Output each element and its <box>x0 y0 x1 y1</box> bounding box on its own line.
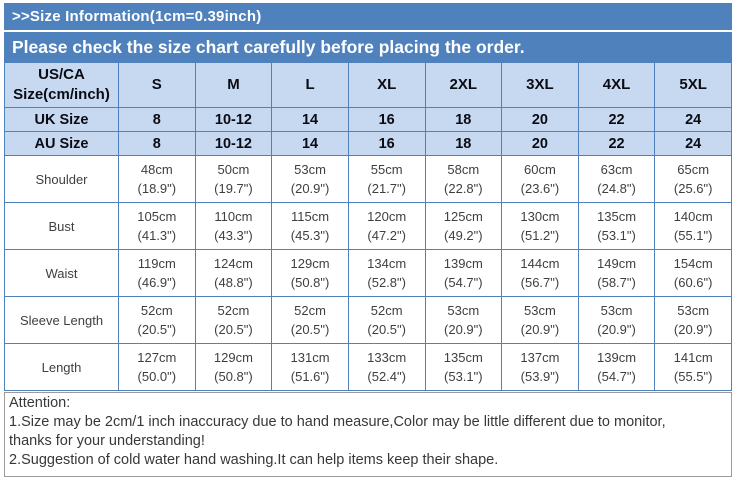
attention-note <box>4 392 732 477</box>
value-inch: (53.9") <box>520 369 560 384</box>
measurement-cell <box>272 297 349 344</box>
size-col-3xl: 3XL <box>502 63 579 108</box>
value-inch: (50.0") <box>137 369 177 384</box>
measurement-cell <box>119 156 196 203</box>
value-inch: (20.9") <box>290 181 330 196</box>
attention-heading: Attention: <box>9 395 71 411</box>
measurement-cell <box>119 344 196 391</box>
value-cm: 53cm <box>294 162 326 177</box>
value-cm: 110cm <box>214 209 253 224</box>
au-size-label: AU Size <box>5 132 119 156</box>
value-cm: 144cm <box>520 256 560 271</box>
value-inch: (54.7") <box>444 275 483 290</box>
uk-size-value: 18 <box>425 108 502 132</box>
attention-line-3: 2.Suggestion of cold water hand washing.It can help items keep their shape. <box>9 452 499 468</box>
measurement-cell <box>272 344 349 391</box>
measurement-cell <box>502 344 579 391</box>
attention-line-2: thanks for your understanding! <box>9 433 205 449</box>
value-inch: (23.6") <box>520 181 560 196</box>
value-inch: (56.7") <box>520 275 560 290</box>
measurement-cell <box>502 250 579 297</box>
measurement-cell <box>119 203 196 250</box>
value-inch: (46.9") <box>137 275 177 290</box>
value-inch: (20.9") <box>597 322 636 337</box>
value-inch: (54.7") <box>597 369 636 384</box>
value-cm: 119cm <box>137 256 176 271</box>
value-cm: 133cm <box>367 350 407 365</box>
measurement-label: Length <box>5 344 119 391</box>
value-inch: (50.8") <box>290 275 330 290</box>
measurement-cell <box>578 203 655 250</box>
value-cm: 130cm <box>520 209 560 224</box>
measurement-cell <box>578 344 655 391</box>
value-inch: (21.7") <box>367 181 406 196</box>
uk-size-row <box>5 108 732 132</box>
measurement-cell <box>348 250 425 297</box>
measurement-label: Shoulder <box>5 156 119 203</box>
value-inch: (20.9") <box>444 322 483 337</box>
measurement-cell <box>578 156 655 203</box>
au-size-value: 14 <box>272 132 349 156</box>
value-inch: (41.3") <box>137 228 177 243</box>
value-inch: (60.6") <box>673 275 713 290</box>
value-cm: 55cm <box>370 162 403 177</box>
value-inch: (20.5") <box>214 322 253 337</box>
value-cm: 52cm <box>217 303 250 318</box>
au-size-value: 20 <box>502 132 579 156</box>
value-inch: (51.6") <box>290 369 330 384</box>
uk-size-value: 20 <box>502 108 579 132</box>
measurement-label: Bust <box>5 203 119 250</box>
measurement-label: Sleeve Length <box>5 297 119 344</box>
value-cm: 53cm <box>677 303 710 318</box>
value-inch: (48.8") <box>214 275 253 290</box>
bust-row <box>5 203 732 250</box>
value-cm: 63cm <box>600 162 633 177</box>
uk-size-value: 10-12 <box>195 108 272 132</box>
value-cm: 115cm <box>291 209 330 224</box>
value-inch: (53.1") <box>444 369 483 384</box>
value-inch: (55.5") <box>673 369 713 384</box>
size-header-label-line1: US/CA <box>38 66 85 83</box>
value-cm: 149cm <box>597 256 637 271</box>
measurement-cell <box>502 297 579 344</box>
value-cm: 137cm <box>520 350 560 365</box>
measurement-cell <box>195 297 272 344</box>
measurement-cell <box>578 250 655 297</box>
measurement-cell <box>195 203 272 250</box>
value-cm: 58cm <box>447 162 480 177</box>
value-inch: (58.7") <box>597 275 636 290</box>
measurement-cell <box>502 203 579 250</box>
value-cm: 141cm <box>673 350 713 365</box>
measurement-cell <box>272 250 349 297</box>
measurement-cell <box>578 297 655 344</box>
sleeve-length-row <box>5 297 732 344</box>
value-cm: 52cm <box>370 303 403 318</box>
value-cm: 52cm <box>140 303 173 318</box>
measurement-cell <box>119 297 196 344</box>
value-inch: (43.3") <box>214 228 253 243</box>
measurement-cell <box>425 297 502 344</box>
measurement-cell <box>425 344 502 391</box>
value-cm: 124cm <box>213 256 253 271</box>
measurement-cell <box>655 203 732 250</box>
value-inch: (52.4") <box>367 369 406 384</box>
value-cm: 48cm <box>140 162 173 177</box>
size-col-l: L <box>272 63 349 108</box>
au-size-value: 10-12 <box>195 132 272 156</box>
measurement-cell <box>272 203 349 250</box>
value-cm: 53cm <box>600 303 633 318</box>
measurement-cell <box>348 297 425 344</box>
notice-banner: Please check the size chart carefully before placing the order. <box>4 32 732 62</box>
size-table <box>4 62 732 391</box>
waist-row <box>5 250 732 297</box>
size-col-2xl: 2XL <box>425 63 502 108</box>
value-inch: (18.9") <box>137 181 177 196</box>
value-cm: 134cm <box>367 256 407 271</box>
value-cm: 135cm <box>597 209 637 224</box>
uk-size-value: 22 <box>578 108 655 132</box>
attention-line-1: 1.Size may be 2cm/1 inch inaccuracy due to hand measure,Color may be little different due to monitor, <box>9 414 666 430</box>
au-size-row <box>5 132 732 156</box>
uk-size-value: 14 <box>272 108 349 132</box>
value-cm: 53cm <box>524 303 556 318</box>
measurement-cell <box>195 250 272 297</box>
size-header-row <box>5 63 732 108</box>
value-cm: 135cm <box>443 350 483 365</box>
value-inch: (20.5") <box>290 322 330 337</box>
size-col-xl: XL <box>348 63 425 108</box>
measurement-label: Waist <box>5 250 119 297</box>
length-row <box>5 344 732 391</box>
measurement-cell <box>348 344 425 391</box>
value-cm: 52cm <box>294 303 326 318</box>
value-inch: (19.7") <box>214 181 253 196</box>
size-header-label-line2: Size(cm/inch) <box>13 86 110 103</box>
size-col-m: M <box>195 63 272 108</box>
value-cm: 139cm <box>597 350 637 365</box>
value-cm: 139cm <box>443 256 483 271</box>
value-cm: 154cm <box>673 256 713 271</box>
value-inch: (45.3") <box>290 228 330 243</box>
uk-size-value: 8 <box>119 108 196 132</box>
value-cm: 65cm <box>677 162 710 177</box>
page-title: >>Size Information(1cm=0.39inch) <box>4 3 732 30</box>
measurement-cell <box>195 156 272 203</box>
value-inch: (22.8") <box>444 181 483 196</box>
value-cm: 140cm <box>673 209 713 224</box>
value-inch: (24.8") <box>597 181 636 196</box>
au-size-value: 22 <box>578 132 655 156</box>
value-cm: 120cm <box>367 209 407 224</box>
measurement-cell <box>425 156 502 203</box>
measurement-cell <box>272 156 349 203</box>
value-inch: (51.2") <box>520 228 560 243</box>
size-col-5xl: 5XL <box>655 63 732 108</box>
value-inch: (25.6") <box>673 181 713 196</box>
uk-size-value: 24 <box>655 108 732 132</box>
value-cm: 105cm <box>137 209 177 224</box>
measurement-cell <box>425 250 502 297</box>
value-inch: (52.8") <box>367 275 406 290</box>
au-size-value: 16 <box>348 132 425 156</box>
au-size-value: 24 <box>655 132 732 156</box>
au-size-value: 18 <box>425 132 502 156</box>
value-cm: 129cm <box>290 256 330 271</box>
measurement-cell <box>348 203 425 250</box>
size-col-4xl: 4XL <box>578 63 655 108</box>
value-inch: (53.1") <box>597 228 636 243</box>
value-inch: (49.2") <box>444 228 483 243</box>
value-inch: (47.2") <box>367 228 406 243</box>
size-col-s: S <box>119 63 196 108</box>
measurement-cell <box>502 156 579 203</box>
value-inch: (20.9") <box>673 322 713 337</box>
au-size-value: 8 <box>119 132 196 156</box>
value-inch: (55.1") <box>673 228 713 243</box>
value-inch: (20.9") <box>520 322 560 337</box>
value-cm: 50cm <box>217 162 250 177</box>
measurement-cell <box>195 344 272 391</box>
value-inch: (20.5") <box>367 322 406 337</box>
measurement-cell <box>655 344 732 391</box>
uk-size-label: UK Size <box>5 108 119 132</box>
measurement-cell <box>119 250 196 297</box>
measurement-cell <box>425 203 502 250</box>
value-inch: (50.8") <box>214 369 253 384</box>
value-inch: (20.5") <box>137 322 177 337</box>
measurement-cell <box>655 156 732 203</box>
value-cm: 125cm <box>443 209 483 224</box>
value-cm: 127cm <box>137 350 177 365</box>
shoulder-row <box>5 156 732 203</box>
measurement-cell <box>655 250 732 297</box>
measurement-cell <box>655 297 732 344</box>
value-cm: 60cm <box>524 162 556 177</box>
uk-size-value: 16 <box>348 108 425 132</box>
measurement-cell <box>348 156 425 203</box>
value-cm: 131cm <box>290 350 330 365</box>
value-cm: 53cm <box>447 303 480 318</box>
size-header-label <box>5 63 119 108</box>
value-cm: 129cm <box>213 350 253 365</box>
